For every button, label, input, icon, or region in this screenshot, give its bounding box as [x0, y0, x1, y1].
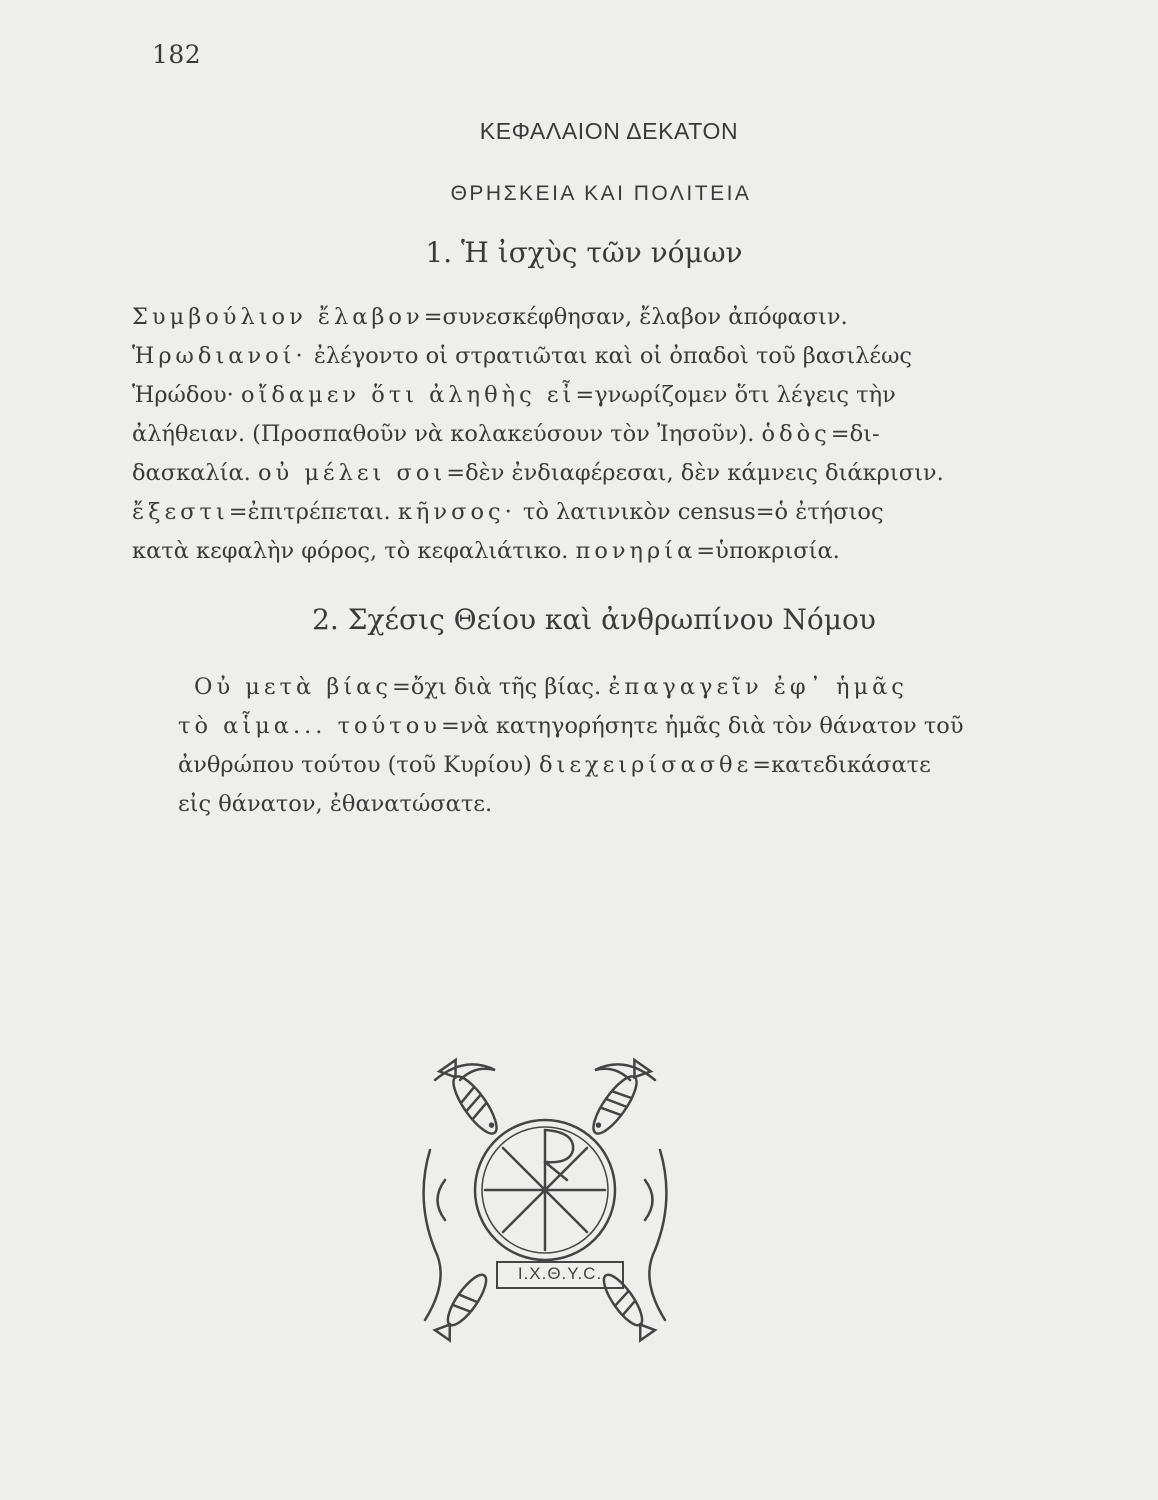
glossed-term: τὸ αἷμα... τούτου — [178, 713, 441, 739]
text-line — [132, 668, 1008, 707]
gloss: τὸ λατινικὸν census=ὁ ἐτήσιος — [515, 499, 884, 525]
gloss: =ὄχι διὰ τῆς βίας. — [391, 674, 609, 700]
gloss: ἐλέγοντο οἱ στρατιῶται καὶ οἱ ὀπαδοὶ τοῦ βασιλέως — [306, 343, 913, 369]
gloss: =κατεδικάσατε — [752, 752, 931, 778]
gloss: =δι- — [830, 421, 880, 447]
text-line — [132, 337, 1008, 376]
text-line — [132, 746, 1008, 785]
gloss: =δὲν ἐνδιαφέρεσαι, δὲν κάμνεις διάκρισιν. — [446, 460, 944, 486]
gloss: =ὑποκρισία. — [696, 538, 840, 564]
glossed-term: οἴδαμεν ὅτι ἀληθὴς εἶ — [240, 382, 576, 408]
gloss: ἀνθρώπου τούτου (τοῦ Κυρίου) — [178, 752, 539, 778]
gloss: Ἡρώδου· — [132, 382, 241, 408]
gloss: κατὰ κεφαλὴν φόρος, τὸ κεφαλιάτικο. — [132, 538, 576, 564]
chapter-subtitle: ΘΡΗΣΚΕΙΑ ΚΑΙ ΠΟΛΙΤΕΙΑ — [450, 182, 752, 205]
glossed-term: πονηρία — [575, 538, 697, 564]
glossed-term: Ἡρωδιανοί· — [132, 343, 307, 369]
chi-rho-fish-emblem-icon — [405, 1050, 685, 1350]
section-1-title: 1. Ἡ ἰσχὺς τῶν νόμων — [425, 236, 743, 269]
gloss: =ἐπιτρέπεται. — [228, 499, 398, 525]
text-line — [132, 493, 1008, 532]
text-line — [132, 298, 1008, 337]
section-2-paragraph — [132, 668, 1008, 824]
gloss: δασκαλία. — [132, 460, 258, 486]
text-line — [132, 532, 1008, 571]
text-line — [132, 454, 1008, 493]
gloss: =συνεσκέφθησαν, ἔλαβον ἀπόφασιν. — [423, 304, 848, 330]
glossed-term: οὐ μέλει σοι — [257, 460, 447, 486]
glossed-term: Συμβούλιον ἔλαβον — [132, 304, 424, 330]
gloss: εἰς θάνατον, ἐθανατώσατε. — [178, 791, 493, 817]
chapter-title: ΚΕΦΑΛΑΙΟΝ ΔΕΚΑΤΟΝ — [479, 118, 739, 144]
glossed-term: κῆνσος· — [397, 499, 516, 525]
text-line — [132, 785, 1008, 824]
text-line — [132, 415, 1008, 454]
glossed-term: ἔξεστι — [132, 499, 229, 525]
section-1-paragraph — [132, 298, 1008, 571]
emblem-inscription: Ι.Χ.Θ.Υ.C. — [517, 1264, 603, 1283]
gloss: =γνωρίζομεν ὅτι λέγεις τὴν — [575, 382, 896, 408]
glossed-term: διεχειρίσασθε — [538, 752, 753, 778]
gloss: ἀλήθειαν. (Προσπαθοῦν νὰ κολακεύσουν τὸν Ἰησοῦν). — [132, 421, 762, 447]
text-line — [132, 376, 1008, 415]
text-line — [132, 707, 1008, 746]
page-number: 182 — [152, 40, 202, 69]
section-2-title: 2. Σχέσις Θείου καὶ ἀνθρωπίνου Νόμου — [312, 603, 876, 636]
gloss: =νὰ κατηγορήσητε ἡμᾶς διὰ τὸν θάνατον τοῦ — [440, 713, 964, 739]
glossed-term: ἐπαγαγεῖν ἐφ᾽ ἡμᾶς — [608, 674, 908, 700]
glossed-term: Οὐ μετὰ βίας — [194, 674, 392, 700]
glossed-term: ὁδὸς — [761, 421, 831, 447]
